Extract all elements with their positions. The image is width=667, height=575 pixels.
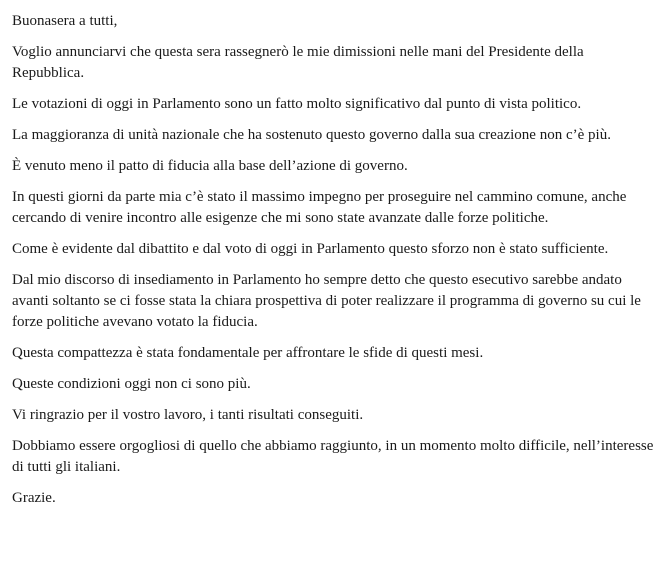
- parliament-votes-paragraph: Le votazioni di oggi in Parlamento sono un fatto molto significativo dal punto di vista politico.: [12, 96, 582, 112]
- closing-paragraph: Grazie.: [12, 490, 56, 506]
- commitment-paragraph: In questi giorni da parte mia c’è stato il massimo impegno per proseguire nel cammino comune, anche cercando di venire incontro alle esigenze che mi sono state avanzate dalle forze politiche.: [12, 189, 627, 226]
- inauguration-speech-paragraph: Dal mio discorso di insediamento in Parlamento ho sempre detto che questo esecutivo sarebbe andato avanti soltanto se ci fosse stata la chiara prospettiva di poter realizzare il programma di governo su cui le forze politiche avevano votato la fiducia.: [12, 272, 641, 330]
- conditions-paragraph: Queste condizioni oggi non ci sono più.: [12, 376, 251, 392]
- thanks-work-paragraph: Vi ringrazio per il vostro lavoro, i tanti risultati conseguiti.: [12, 407, 364, 423]
- effort-paragraph: Come è evidente dal dibattito e dal voto di oggi in Parlamento questo sforzo non è stato sufficiente.: [12, 241, 609, 257]
- pride-paragraph: Dobbiamo essere orgogliosi di quello che abbiamo raggiunto, in un momento molto difficile, nell’interesse di tutti gli italiani.: [12, 438, 654, 475]
- cohesion-paragraph: Questa compattezza è stata fondamentale per affrontare le sfide di questi mesi.: [12, 345, 484, 361]
- majority-paragraph: La maggioranza di unità nazionale che ha sostenuto questo governo dalla sua creazione non c’è più.: [12, 127, 611, 143]
- greeting-paragraph: Buonasera a tutti,: [12, 13, 118, 29]
- resignation-paragraph: Voglio annunciarvi che questa sera rassegnerò le mie dimissioni nelle mani del Presidente della Repubblica.: [12, 44, 584, 81]
- trust-pact-paragraph: È venuto meno il patto di fiducia alla base dell’azione di governo.: [12, 158, 408, 174]
